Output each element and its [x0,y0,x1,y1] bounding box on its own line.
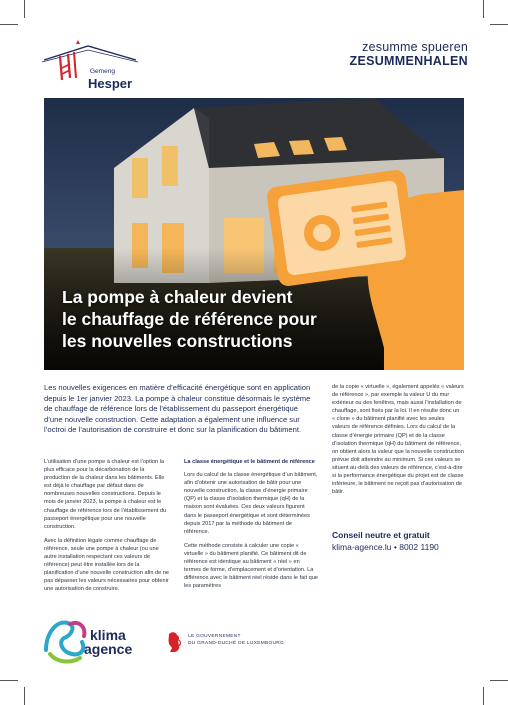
crop-mark [0,680,18,681]
section-heading: La classe énergétique et le bâtiment de référence [184,459,315,465]
intro-paragraph: Les nouvelles exigences en matière d’efficacité énergétique sont en application depuis le 1er janvier 2023. La pompe à chaleur constitue désormais le système de chauffage de référence lors de l’établissement du passeport énergétique d’une nouvelle construction. Cette adaptation a également une influence sur l’octroi de l’autorisation de construire et donc sur la planification du bâtiment. [44,383,311,435]
hero-image [44,98,464,370]
body-paragraph: Lors du calcul de la classe énergétique d’un bâtiment, afin d’obtenir une autorisation de bâtir pour une nouvelle construction, la classe d’énergie primaire (QP) et la classe d’isolation thermique (qH) de la maison sont évaluées. Ces deux valeurs figurent dans le passeport énergétique et sont déterminées depuis 2017 par la méthode du bâtiment de référence. [184,472,318,535]
crop-mark [24,687,25,705]
slogan-line-2: ZESUMMENHALEN [349,54,468,68]
crop-mark [483,0,484,18]
crop-mark [0,24,18,25]
advice-contact[interactable]: klima-agence.lu • 8002 1190 [332,542,439,552]
advice-title: Conseil neutre et gratuit [332,530,430,540]
commune-small-label: Gemeng [90,68,115,75]
column-3 [332,383,464,502]
body-paragraph: de la copie « virtuelle », également appelés « valeurs de référence », par exemple la valeur U du mur extérieur ou des fenêtres, mais aussi l’installation de chauffage, sont fixés par la loi. Il en résulte donc un « clone » du bâtiment planifié avec les seules valeurs de référence définies. Lors du calcul de la classe d’énergie primaire (QP) et de la classe d’isolation thermique (qH) du bâtiment de référence, on obtient alors la valeur que la nouvelle construction prévue doit atteindre au minimum. Si ces valeurs se situent au-delà des valeurs de référence, c’est-à-dire si la performance énergétique du projet est de classe inférieure, le bâtiment ne reçoit pas d’autorisation de bâtir. [332,384,464,496]
hero-headline [62,286,392,352]
crop-mark [24,0,25,18]
luxembourg-lion-icon [166,630,182,654]
body-paragraph: Avec la définition légale comme chauffage de référence, seule une pompe à chaleur (ou une autre installation respectant ces valeurs de référence) peut être installée lors de la planification d’une nouvelle construction afin de ne pas dépasser les valeurs nécessaires pour obtenir une autorisation de construire. [44,537,170,593]
headline-line: La pompe à chaleur devient [62,287,293,307]
column-2 [184,458,318,596]
government-line-1: LE GOUVERNEMENT [188,634,241,639]
column-1 [44,458,170,600]
crop-mark [490,24,508,25]
commune-name: Hesper [88,76,133,91]
klima-wordmark-line2: agence [84,641,133,657]
crop-mark [490,680,508,681]
body-paragraph: Cette méthode consiste à calculer une copie « virtuelle » du bâtiment planifié. Ce bâtiment dit de référence est identique au bâtiment « réel » en termes de forme, d’emplacement et d’orientation. La différence avec le bâtiment réel réside dans le fait que les paramètres [184,542,318,590]
headline-line: le chauffage de référence pour [62,309,317,329]
body-paragraph: L’utilisation d’une pompe à chaleur est l’option la plus efficace pour la décarbonation de la production de la chaleur dans les bâtiments. Elle est déjà le chauffage par défaut dans de nombreuses nouvelles constructions. Depuis le mois de janvier 2023, la pompe à chaleur est le chauffage de référence lors de l’établissement du passeport énergétique pour une nouvelle construction. [44,459,167,530]
klima-wordmark-line1: klima [90,627,126,643]
headline-line: les nouvelles constructions [62,331,293,351]
government-line-2: DU GRAND-DUCHÉ DE LUXEMBOURG [188,641,285,646]
crop-mark [483,687,484,705]
slogan-line-1: zesumme spueren [362,40,468,54]
